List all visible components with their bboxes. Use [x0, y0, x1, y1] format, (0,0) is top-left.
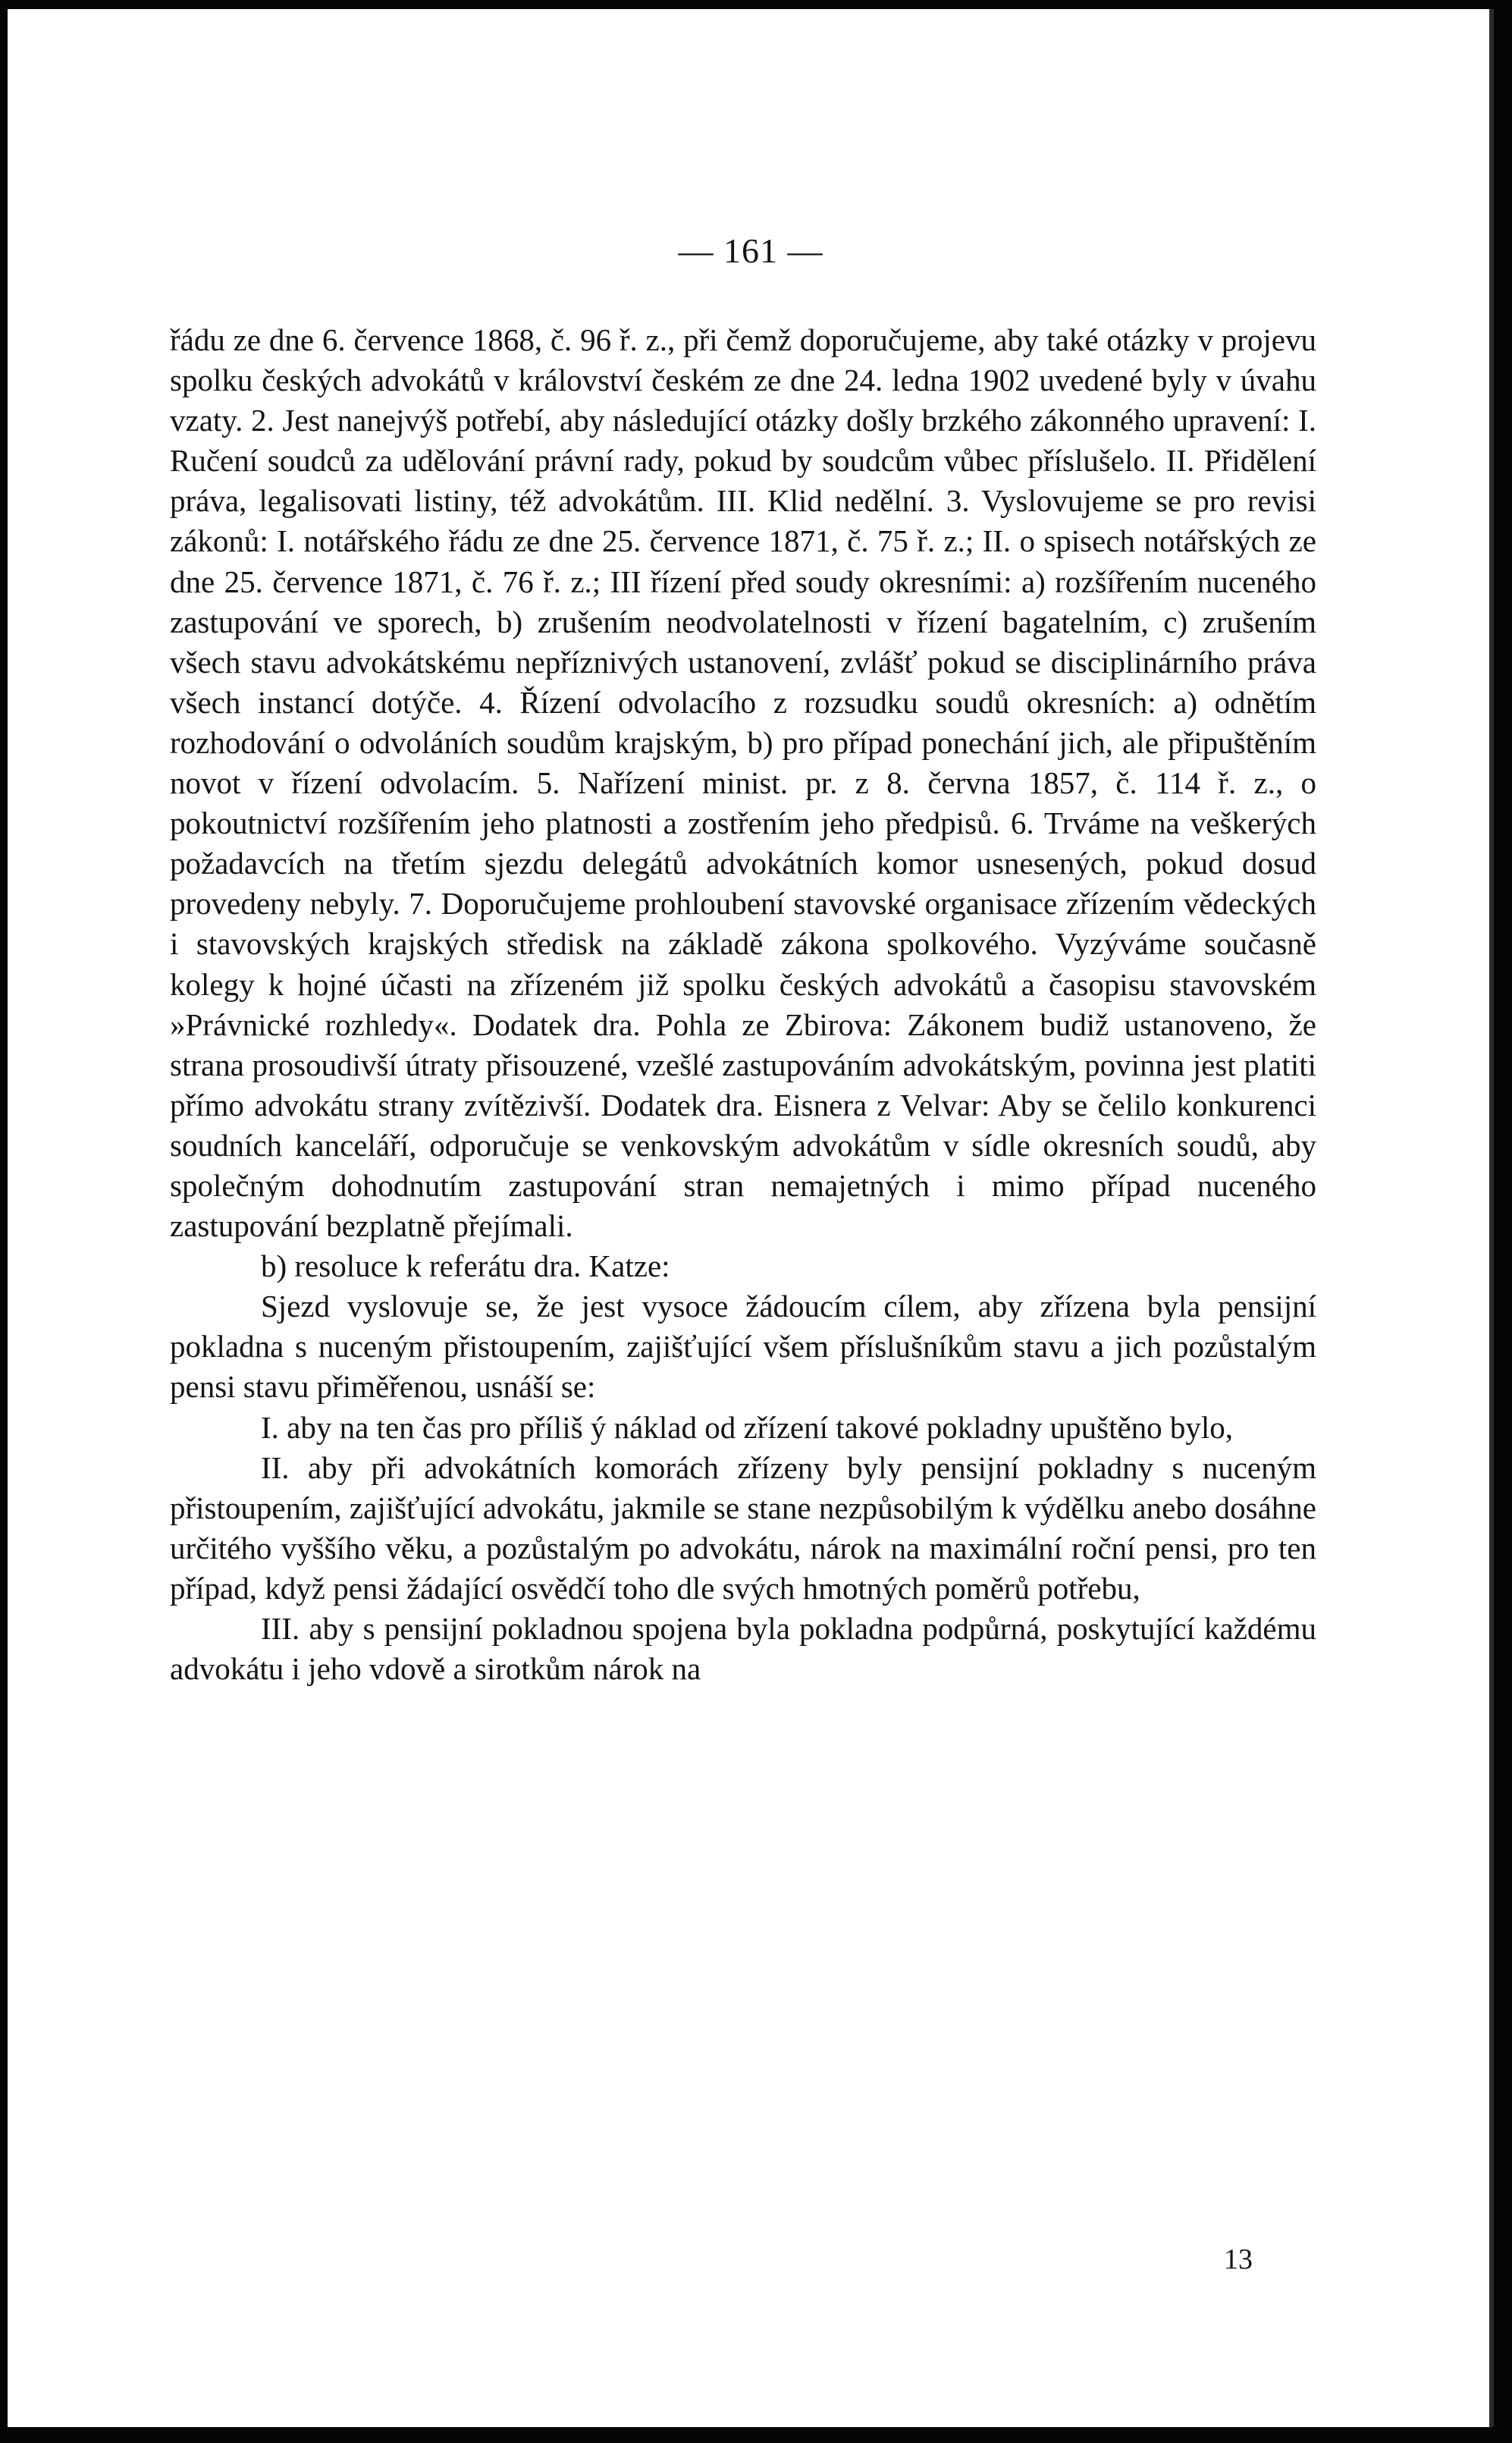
paragraph-resolutions: řádu ze dne 6. července 1868, č. 96 ř. z., při čemž doporučujeme, aby také otázky v projevu spolku českých advokátů v království českém ze dne 24. ledna 1902 uvedené byly v úvahu vzaty. 2. Jest nanejvýš potřebí, aby následující otázky došly brzkého zákonného upravení: I. Ručení soudců za udělování právní rady, pokud by soudcům vůbec příslušelo. II. Přidělení práva, legalisovati listiny, též advokátům. III. Klid nedělní. 3. Vyslovujeme se pro revisi zákonů: I. notářského řádu ze dne 25. července 1871, č. 75 ř. z.; II. o spisech notářských ze dne 25. července 1871, č. 76 ř. z.; III řízení před soudy okresními: a) rozšířením nuceného zastupování ve sporech, b) zrušením neodvolatelnosti v řízení bagatelním, c) zrušením všech stavu advokátskému nepříznivých ustanovení, zvlášť pokud se disciplinárního práva všech instancí dotýče. 4. Řízení odvolacího z rozsudku soudů okresních: a) odnětím rozhodování o odvoláních soudům krajským, b) pro případ ponechání jich, ale připuštěním novot v řízení odvolacím. 5. Nařízení minist. pr. z 8. června 1857, č. 114 ř. z., o pokoutnictví rozšířením jeho platnosti a zostřením jeho předpisů. 6. Trváme na veškerých požadavcích na třetím sjezdu delegátů advokátních komor usnesených, pokud dosud provedeny nebyly. 7. Doporučujeme prohloubení stavovské organisace zřízením vědeckých i stavovských krajských středisk na základě zákona spolkového. Vyzýváme současně kolegy k hojné účasti na zřízeném již spolku českých advokátů a časopisu stavovském »Právnické rozhledy«. Dodatek dra. Pohla ze Zbirova: Zákonem budiž ustanoveno, že strana prosoudivší útraty přisouzené, vzešlé zastupováním advokátským, povinna jest platiti přímo advokátu strany zvítězivší. Dodatek dra. Eisnera z Velvar: Aby se čelilo konkurenci soudních kanceláří, odporučuje se venkovským advokátům v sídle okresních soudů, aby společným dohodnutím zastupování stran nemajetných i mimo případ nuceného zastupování bezplatně přejímali.	[170, 322, 1316, 1244]
page-number: — 161 —	[678, 231, 823, 270]
book-page	[8, 9, 1494, 2427]
page-body	[170, 320, 1316, 1689]
paragraph-point-ii: II. aby při advokátních komorách zřízeny byly pensijní pokladny s nuceným přistoupením, zajišťující advokátu, jakmile se stane nezpůsobilým k výdělku anebo dosáhne určitého vyššího věku, a pozůstalým po advokátu, nárok na maximální roční pensi, pro ten případ, když pensi žádající osvědčí toho dle svých hmotných poměrů potřebu,	[170, 1449, 1316, 1606]
signature-mark: 13	[1224, 2244, 1253, 2275]
paragraph-point-i: I. aby na ten čas pro příliš ý náklad od zřízení takové pokladny upuštěno bylo,	[261, 1409, 1234, 1445]
paragraph-congress-statement: Sjezd vyslovuje se, že jest vysoce žádoucím cílem, aby zřízena byla pensijní pokladna s nuceným přistoupením, zajišťující všem příslušníkům stavu a jich pozůstalým pensi stavu přiměřenou, usnáší se:	[170, 1289, 1316, 1405]
paragraph-point-iii: III. aby s pensijní pokladnou spojena byla pokladna podpůrná, poskytující každému advokátu i jeho vdově a sirotkům nárok na	[170, 1611, 1316, 1687]
paragraph-heading-b: b) resoluce k referátu dra. Katze:	[261, 1248, 670, 1284]
